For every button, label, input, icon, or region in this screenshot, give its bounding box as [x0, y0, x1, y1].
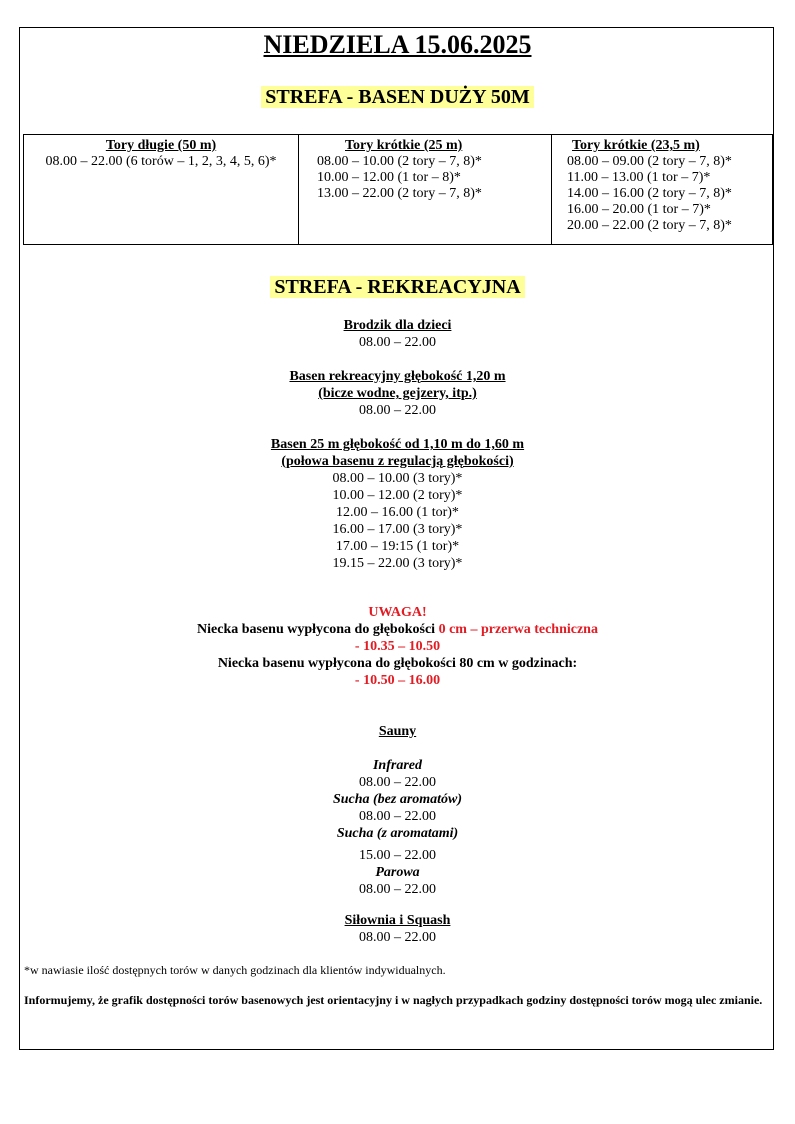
short235-row: 08.00 – 09.00 (2 tory – 7, 8)* — [567, 154, 732, 169]
gym-title: Siłownia i Squash — [344, 913, 451, 928]
gym-hours: 08.00 – 22.00 — [359, 930, 436, 945]
short235-lanes-header: Tory krótkie (23,5 m) — [572, 138, 700, 153]
sauna-name: Parowa — [375, 865, 420, 880]
page-title: NIEDZIELA 15.06.2025 — [263, 30, 532, 59]
recreation-pool-subtitle: (bicze wodne, gejzery, itp.) — [318, 386, 477, 401]
short25-row: 10.00 – 12.00 (1 tor – 8)* — [317, 170, 461, 185]
notice-section — [0, 604, 795, 689]
sauna-name: Infrared — [372, 758, 422, 773]
pool25-row: 19.15 – 22.00 (3 tory)* — [332, 556, 463, 571]
footnote: *w nawiasie ilość dostępnych torów w danych godzinach dla klientów indywidualnych. — [24, 963, 446, 977]
sauna-name: Sucha (bez aromatów) — [332, 792, 463, 807]
long-lanes-cell — [24, 135, 299, 245]
short235-row: 14.00 – 16.00 (2 tory – 7, 8)* — [567, 186, 732, 201]
pool25-row: 08.00 – 10.00 (3 tory)* — [332, 471, 463, 486]
sauna-hours: 08.00 – 22.00 — [359, 809, 436, 824]
notice-line-3: Niecka basenu wypłycona do głębokości 80 cm w godzinach: — [217, 656, 578, 671]
saunas-section — [0, 723, 795, 898]
short235-lanes-cell — [552, 135, 773, 245]
info-note: Informujemy, że grafik dostępności torów basenowych jest orientacyjny i w nagłych przypadkach godziny dostępności torów mogą ulec zmianie. — [24, 993, 763, 1007]
short25-row: 08.00 – 10.00 (2 tory – 7, 8)* — [317, 154, 482, 169]
sauna-hours: 08.00 – 22.00 — [359, 882, 436, 897]
pool25-row: 12.00 – 16.00 (1 tor)* — [336, 505, 459, 520]
sauna-name: Sucha (z aromatami) — [336, 826, 459, 841]
long-lanes-header: Tory długie (50 m) — [105, 138, 217, 153]
brodzik-hours: 08.00 – 22.00 — [359, 335, 436, 350]
lanes-table — [23, 134, 773, 245]
pool25-row: 17.00 – 19:15 (1 tor)* — [335, 539, 460, 554]
notice-line-1: Niecka basenu wypłycona do głębokości 0 cm – przerwa techniczna — [197, 622, 598, 637]
pool25-row: 10.00 – 12.00 (2 tory)* — [332, 488, 463, 503]
brodzik-section — [0, 317, 795, 351]
notice-label: UWAGA! — [368, 605, 427, 620]
zone-recreation-heading: STREFA - REKREACYJNA — [0, 276, 795, 299]
pool25-section — [0, 436, 795, 572]
sauna-hours: 08.00 – 22.00 — [359, 775, 436, 790]
saunas-title: Sauny — [378, 724, 417, 739]
short25-lanes-header: Tory krótkie (25 m) — [345, 138, 463, 153]
pool25-subtitle: (połowa basenu z regulacją głębokości) — [281, 454, 514, 469]
gym-section — [0, 912, 795, 946]
long-lanes-row: 08.00 – 22.00 (6 torów – 1, 2, 3, 4, 5, 6)* — [45, 154, 277, 169]
short235-row: 20.00 – 22.00 (2 tory – 7, 8)* — [567, 218, 732, 233]
pool25-title: Basen 25 m głębokość od 1,10 m do 1,60 m — [270, 437, 525, 452]
sauna-hours: 15.00 – 22.00 — [359, 848, 436, 863]
brodzik-title: Brodzik dla dzieci — [343, 318, 452, 333]
notice-line-4: - 10.50 – 16.00 — [354, 673, 441, 688]
recreation-pool-title: Basen rekreacyjny głębokość 1,20 m — [289, 369, 506, 384]
recreation-pool-hours: 08.00 – 22.00 — [359, 403, 436, 418]
short25-row: 13.00 – 22.00 (2 tory – 7, 8)* — [317, 186, 482, 201]
recreation-pool-section — [0, 368, 795, 419]
short235-row: 16.00 – 20.00 (1 tor – 7)* — [567, 202, 711, 217]
notice-line-2: - 10.35 – 10.50 — [354, 639, 441, 654]
short25-lanes-cell — [299, 135, 552, 245]
pool25-row: 16.00 – 17.00 (3 tory)* — [332, 522, 463, 537]
short235-row: 11.00 – 13.00 (1 tor – 7)* — [567, 170, 711, 185]
zone-big-pool-heading: STREFA - BASEN DUŻY 50M — [0, 86, 795, 109]
